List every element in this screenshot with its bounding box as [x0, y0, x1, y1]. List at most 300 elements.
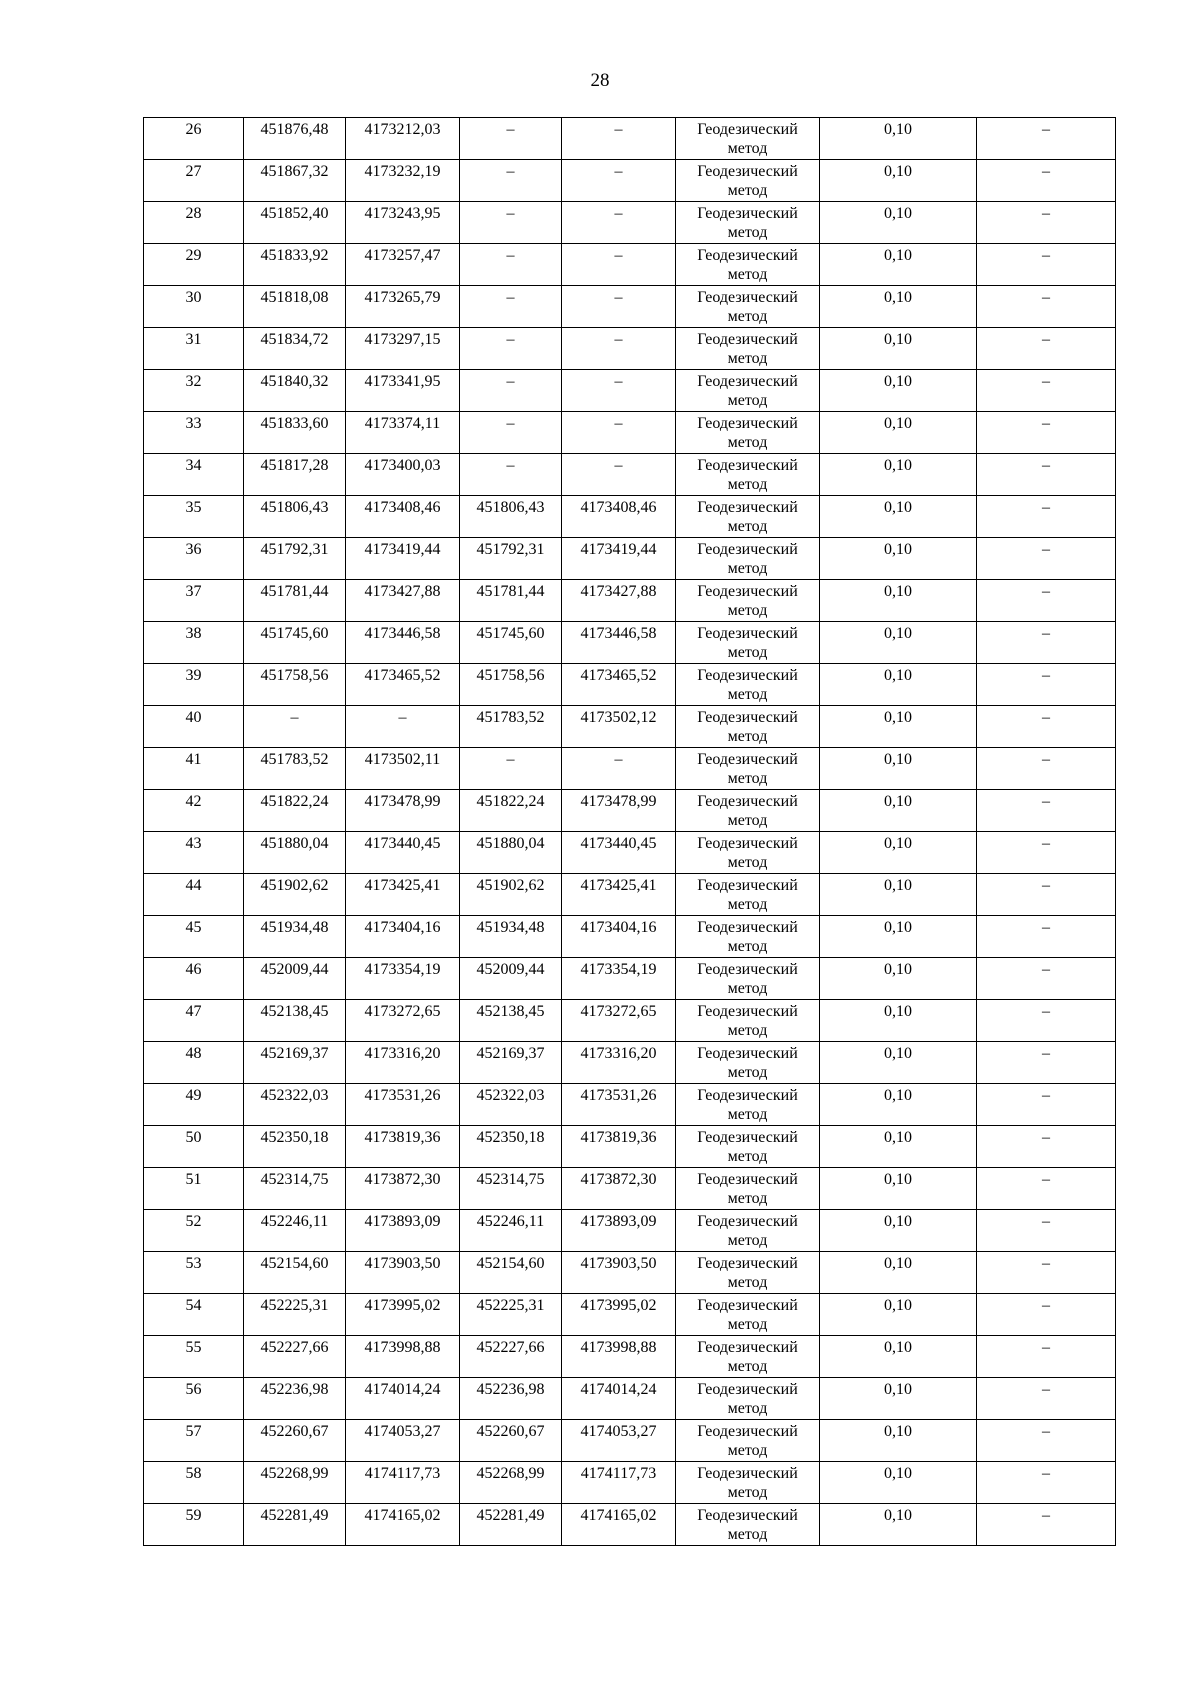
new-y-cell: 4173502,12 — [562, 706, 676, 748]
method-cell: Геодезический метод — [676, 748, 820, 790]
table-row — [144, 1126, 1116, 1168]
point-number-cell: 30 — [144, 286, 244, 328]
table-row — [144, 748, 1116, 790]
table-row — [144, 538, 1116, 580]
existing-y-cell: 4173425,41 — [346, 874, 460, 916]
new-y-cell: 4174014,24 — [562, 1378, 676, 1420]
accuracy-cell: 0,10 — [820, 1504, 977, 1546]
new-y-cell: – — [562, 202, 676, 244]
point-number-cell: 47 — [144, 1000, 244, 1042]
point-number-cell: 32 — [144, 370, 244, 412]
existing-y-cell: 4173243,95 — [346, 202, 460, 244]
accuracy-cell: 0,10 — [820, 160, 977, 202]
accuracy-cell: 0,10 — [820, 202, 977, 244]
point-number-cell: 38 — [144, 622, 244, 664]
new-x-cell: 452169,37 — [460, 1042, 562, 1084]
table-row — [144, 1462, 1116, 1504]
table-row — [144, 328, 1116, 370]
method-cell: Геодезический метод — [676, 874, 820, 916]
point-number-cell: 42 — [144, 790, 244, 832]
new-x-cell: – — [460, 370, 562, 412]
existing-y-cell: 4174165,02 — [346, 1504, 460, 1546]
new-y-cell: 4173995,02 — [562, 1294, 676, 1336]
table-row — [144, 832, 1116, 874]
method-cell: Геодезический метод — [676, 370, 820, 412]
existing-x-cell: 451880,04 — [244, 832, 346, 874]
new-x-cell: 451822,24 — [460, 790, 562, 832]
description-cell: – — [977, 622, 1116, 664]
description-cell: – — [977, 916, 1116, 958]
point-number-cell: 26 — [144, 118, 244, 160]
point-number-cell: 28 — [144, 202, 244, 244]
point-number-cell: 57 — [144, 1420, 244, 1462]
accuracy-cell: 0,10 — [820, 1462, 977, 1504]
method-cell: Геодезический метод — [676, 916, 820, 958]
method-cell: Геодезический метод — [676, 202, 820, 244]
existing-y-cell: 4173819,36 — [346, 1126, 460, 1168]
new-y-cell: – — [562, 748, 676, 790]
table-row — [144, 1000, 1116, 1042]
new-x-cell: 451758,56 — [460, 664, 562, 706]
description-cell: – — [977, 160, 1116, 202]
method-cell: Геодезический метод — [676, 454, 820, 496]
accuracy-cell: 0,10 — [820, 1294, 977, 1336]
existing-y-cell: 4173408,46 — [346, 496, 460, 538]
existing-x-cell: 451781,44 — [244, 580, 346, 622]
existing-y-cell: 4173212,03 — [346, 118, 460, 160]
existing-y-cell: 4173478,99 — [346, 790, 460, 832]
table-row — [144, 622, 1116, 664]
accuracy-cell: 0,10 — [820, 412, 977, 454]
table-row — [144, 874, 1116, 916]
method-cell: Геодезический метод — [676, 1042, 820, 1084]
accuracy-cell: 0,10 — [820, 580, 977, 622]
existing-y-cell: 4173404,16 — [346, 916, 460, 958]
new-y-cell: – — [562, 454, 676, 496]
existing-x-cell: 451934,48 — [244, 916, 346, 958]
point-number-cell: 51 — [144, 1168, 244, 1210]
method-cell: Геодезический метод — [676, 1168, 820, 1210]
table-row — [144, 1084, 1116, 1126]
existing-x-cell: 452322,03 — [244, 1084, 346, 1126]
new-y-cell: 4174053,27 — [562, 1420, 676, 1462]
existing-y-cell: 4173257,47 — [346, 244, 460, 286]
existing-x-cell: 452350,18 — [244, 1126, 346, 1168]
new-y-cell: 4173425,41 — [562, 874, 676, 916]
existing-y-cell: 4173446,58 — [346, 622, 460, 664]
accuracy-cell: 0,10 — [820, 1000, 977, 1042]
existing-x-cell: 451818,08 — [244, 286, 346, 328]
point-number-cell: 39 — [144, 664, 244, 706]
new-y-cell: – — [562, 244, 676, 286]
description-cell: – — [977, 748, 1116, 790]
new-x-cell: – — [460, 160, 562, 202]
description-cell: – — [977, 1252, 1116, 1294]
new-y-cell: 4173531,26 — [562, 1084, 676, 1126]
existing-y-cell: 4173400,03 — [346, 454, 460, 496]
method-cell: Геодезический метод — [676, 706, 820, 748]
table-row — [144, 244, 1116, 286]
table-row — [144, 1336, 1116, 1378]
accuracy-cell: 0,10 — [820, 454, 977, 496]
table-row — [144, 412, 1116, 454]
new-x-cell: 452154,60 — [460, 1252, 562, 1294]
accuracy-cell: 0,10 — [820, 748, 977, 790]
description-cell: – — [977, 832, 1116, 874]
new-y-cell: 4173478,99 — [562, 790, 676, 832]
existing-y-cell: 4173465,52 — [346, 664, 460, 706]
accuracy-cell: 0,10 — [820, 1126, 977, 1168]
description-cell: – — [977, 538, 1116, 580]
point-number-cell: 58 — [144, 1462, 244, 1504]
table-row — [144, 370, 1116, 412]
new-y-cell: 4173316,20 — [562, 1042, 676, 1084]
point-number-cell: 41 — [144, 748, 244, 790]
new-y-cell: 4173408,46 — [562, 496, 676, 538]
existing-x-cell: 451745,60 — [244, 622, 346, 664]
existing-x-cell: 451834,72 — [244, 328, 346, 370]
table-row — [144, 202, 1116, 244]
description-cell: – — [977, 412, 1116, 454]
new-x-cell: – — [460, 118, 562, 160]
accuracy-cell: 0,10 — [820, 118, 977, 160]
existing-x-cell: 451792,31 — [244, 538, 346, 580]
accuracy-cell: 0,10 — [820, 916, 977, 958]
description-cell: – — [977, 328, 1116, 370]
accuracy-cell: 0,10 — [820, 1420, 977, 1462]
point-number-cell: 54 — [144, 1294, 244, 1336]
point-number-cell: 36 — [144, 538, 244, 580]
description-cell: – — [977, 1462, 1116, 1504]
new-x-cell: 451806,43 — [460, 496, 562, 538]
point-number-cell: 44 — [144, 874, 244, 916]
accuracy-cell: 0,10 — [820, 706, 977, 748]
method-cell: Геодезический метод — [676, 538, 820, 580]
table-row — [144, 1168, 1116, 1210]
description-cell: – — [977, 1084, 1116, 1126]
new-x-cell: – — [460, 412, 562, 454]
table-row — [144, 664, 1116, 706]
new-x-cell: – — [460, 328, 562, 370]
method-cell: Геодезический метод — [676, 1084, 820, 1126]
accuracy-cell: 0,10 — [820, 244, 977, 286]
existing-x-cell: 452227,66 — [244, 1336, 346, 1378]
point-number-cell: 29 — [144, 244, 244, 286]
description-cell: – — [977, 370, 1116, 412]
description-cell: – — [977, 1504, 1116, 1546]
new-x-cell: 452260,67 — [460, 1420, 562, 1462]
method-cell: Геодезический метод — [676, 1210, 820, 1252]
description-cell: – — [977, 664, 1116, 706]
new-y-cell: – — [562, 286, 676, 328]
description-cell: – — [977, 454, 1116, 496]
existing-y-cell: 4173531,26 — [346, 1084, 460, 1126]
existing-x-cell: 452281,49 — [244, 1504, 346, 1546]
existing-y-cell: 4173297,15 — [346, 328, 460, 370]
existing-x-cell: 451822,24 — [244, 790, 346, 832]
new-x-cell: 452246,11 — [460, 1210, 562, 1252]
new-y-cell: 4174117,73 — [562, 1462, 676, 1504]
description-cell: – — [977, 496, 1116, 538]
method-cell: Геодезический метод — [676, 1420, 820, 1462]
existing-y-cell: 4174014,24 — [346, 1378, 460, 1420]
point-number-cell: 43 — [144, 832, 244, 874]
new-x-cell: 452314,75 — [460, 1168, 562, 1210]
method-cell: Геодезический метод — [676, 118, 820, 160]
existing-y-cell: 4173872,30 — [346, 1168, 460, 1210]
new-y-cell: 4173404,16 — [562, 916, 676, 958]
table-row — [144, 454, 1116, 496]
new-x-cell: 452236,98 — [460, 1378, 562, 1420]
new-x-cell: 452281,49 — [460, 1504, 562, 1546]
accuracy-cell: 0,10 — [820, 832, 977, 874]
existing-x-cell: 451833,92 — [244, 244, 346, 286]
new-x-cell: 452009,44 — [460, 958, 562, 1000]
existing-x-cell: 452260,67 — [244, 1420, 346, 1462]
new-x-cell: 451880,04 — [460, 832, 562, 874]
method-cell: Геодезический метод — [676, 244, 820, 286]
new-x-cell: 452225,31 — [460, 1294, 562, 1336]
new-x-cell: 451902,62 — [460, 874, 562, 916]
existing-y-cell: 4174117,73 — [346, 1462, 460, 1504]
new-x-cell: 452322,03 — [460, 1084, 562, 1126]
method-cell: Геодезический метод — [676, 1504, 820, 1546]
new-y-cell: – — [562, 160, 676, 202]
method-cell: Геодезический метод — [676, 328, 820, 370]
method-cell: Геодезический метод — [676, 958, 820, 1000]
coordinates-table-body — [144, 118, 1116, 1546]
existing-x-cell: 452314,75 — [244, 1168, 346, 1210]
new-x-cell: 452227,66 — [460, 1336, 562, 1378]
existing-y-cell: 4173341,95 — [346, 370, 460, 412]
accuracy-cell: 0,10 — [820, 1084, 977, 1126]
accuracy-cell: 0,10 — [820, 328, 977, 370]
existing-x-cell: 451758,56 — [244, 664, 346, 706]
existing-x-cell: 451902,62 — [244, 874, 346, 916]
existing-y-cell: 4173265,79 — [346, 286, 460, 328]
table-row — [144, 1504, 1116, 1546]
description-cell: – — [977, 244, 1116, 286]
point-number-cell: 59 — [144, 1504, 244, 1546]
new-y-cell: 4173819,36 — [562, 1126, 676, 1168]
existing-y-cell: 4173272,65 — [346, 1000, 460, 1042]
coordinates-table — [143, 117, 1116, 1546]
new-y-cell: 4173872,30 — [562, 1168, 676, 1210]
existing-y-cell: 4173232,19 — [346, 160, 460, 202]
existing-y-cell: 4173440,45 — [346, 832, 460, 874]
existing-x-cell: 452154,60 — [244, 1252, 346, 1294]
point-number-cell: 53 — [144, 1252, 244, 1294]
existing-x-cell: 452169,37 — [244, 1042, 346, 1084]
new-y-cell: – — [562, 328, 676, 370]
accuracy-cell: 0,10 — [820, 874, 977, 916]
existing-x-cell: 451806,43 — [244, 496, 346, 538]
description-cell: – — [977, 1000, 1116, 1042]
description-cell: – — [977, 1126, 1116, 1168]
accuracy-cell: 0,10 — [820, 1210, 977, 1252]
new-y-cell: 4173272,65 — [562, 1000, 676, 1042]
existing-y-cell: 4173998,88 — [346, 1336, 460, 1378]
point-number-cell: 49 — [144, 1084, 244, 1126]
new-y-cell: 4173354,19 — [562, 958, 676, 1000]
description-cell: – — [977, 1168, 1116, 1210]
existing-y-cell: 4173903,50 — [346, 1252, 460, 1294]
new-x-cell: 452350,18 — [460, 1126, 562, 1168]
table-row — [144, 1210, 1116, 1252]
new-x-cell: 451783,52 — [460, 706, 562, 748]
table-row — [144, 496, 1116, 538]
new-y-cell: 4173440,45 — [562, 832, 676, 874]
accuracy-cell: 0,10 — [820, 790, 977, 832]
existing-x-cell: 451833,60 — [244, 412, 346, 454]
table-row — [144, 790, 1116, 832]
point-number-cell: 48 — [144, 1042, 244, 1084]
description-cell: – — [977, 118, 1116, 160]
existing-x-cell: 452009,44 — [244, 958, 346, 1000]
new-x-cell: 451934,48 — [460, 916, 562, 958]
new-y-cell: 4173427,88 — [562, 580, 676, 622]
method-cell: Геодезический метод — [676, 1000, 820, 1042]
existing-y-cell: 4173427,88 — [346, 580, 460, 622]
table-row — [144, 580, 1116, 622]
table-row — [144, 1294, 1116, 1336]
accuracy-cell: 0,10 — [820, 1042, 977, 1084]
method-cell: Геодезический метод — [676, 1126, 820, 1168]
point-number-cell: 56 — [144, 1378, 244, 1420]
accuracy-cell: 0,10 — [820, 958, 977, 1000]
new-y-cell: 4173998,88 — [562, 1336, 676, 1378]
description-cell: – — [977, 874, 1116, 916]
method-cell: Геодезический метод — [676, 1294, 820, 1336]
table-row — [144, 916, 1116, 958]
new-x-cell: 452138,45 — [460, 1000, 562, 1042]
method-cell: Геодезический метод — [676, 1378, 820, 1420]
point-number-cell: 40 — [144, 706, 244, 748]
existing-y-cell: 4174053,27 — [346, 1420, 460, 1462]
new-x-cell: – — [460, 748, 562, 790]
method-cell: Геодезический метод — [676, 1252, 820, 1294]
existing-y-cell: – — [346, 706, 460, 748]
point-number-cell: 37 — [144, 580, 244, 622]
point-number-cell: 27 — [144, 160, 244, 202]
description-cell: – — [977, 1420, 1116, 1462]
point-number-cell: 50 — [144, 1126, 244, 1168]
description-cell: – — [977, 202, 1116, 244]
new-y-cell: – — [562, 412, 676, 454]
existing-y-cell: 4173419,44 — [346, 538, 460, 580]
accuracy-cell: 0,10 — [820, 1336, 977, 1378]
accuracy-cell: 0,10 — [820, 1378, 977, 1420]
existing-y-cell: 4173374,11 — [346, 412, 460, 454]
accuracy-cell: 0,10 — [820, 370, 977, 412]
existing-y-cell: 4173893,09 — [346, 1210, 460, 1252]
existing-y-cell: 4173354,19 — [346, 958, 460, 1000]
table-row — [144, 706, 1116, 748]
point-number-cell: 35 — [144, 496, 244, 538]
existing-x-cell: 452138,45 — [244, 1000, 346, 1042]
page-number: 28 — [590, 70, 610, 91]
existing-x-cell: 451867,32 — [244, 160, 346, 202]
new-x-cell: – — [460, 202, 562, 244]
existing-x-cell: 451783,52 — [244, 748, 346, 790]
existing-x-cell: 451876,48 — [244, 118, 346, 160]
new-y-cell: 4173903,50 — [562, 1252, 676, 1294]
new-x-cell: – — [460, 454, 562, 496]
point-number-cell: 31 — [144, 328, 244, 370]
accuracy-cell: 0,10 — [820, 622, 977, 664]
new-y-cell: 4174165,02 — [562, 1504, 676, 1546]
point-number-cell: 34 — [144, 454, 244, 496]
table-row — [144, 1252, 1116, 1294]
existing-x-cell: 451840,32 — [244, 370, 346, 412]
existing-x-cell: 452225,31 — [244, 1294, 346, 1336]
existing-x-cell: 452236,98 — [244, 1378, 346, 1420]
point-number-cell: 52 — [144, 1210, 244, 1252]
description-cell: – — [977, 706, 1116, 748]
method-cell: Геодезический метод — [676, 160, 820, 202]
point-number-cell: 33 — [144, 412, 244, 454]
existing-x-cell: 452246,11 — [244, 1210, 346, 1252]
existing-x-cell: – — [244, 706, 346, 748]
new-y-cell: 4173893,09 — [562, 1210, 676, 1252]
new-y-cell: – — [562, 370, 676, 412]
description-cell: – — [977, 580, 1116, 622]
table-row — [144, 958, 1116, 1000]
new-x-cell: 451745,60 — [460, 622, 562, 664]
accuracy-cell: 0,10 — [820, 1168, 977, 1210]
new-x-cell: – — [460, 286, 562, 328]
method-cell: Геодезический метод — [676, 286, 820, 328]
point-number-cell: 55 — [144, 1336, 244, 1378]
accuracy-cell: 0,10 — [820, 664, 977, 706]
method-cell: Геодезический метод — [676, 790, 820, 832]
existing-y-cell: 4173995,02 — [346, 1294, 460, 1336]
new-y-cell: 4173465,52 — [562, 664, 676, 706]
method-cell: Геодезический метод — [676, 580, 820, 622]
description-cell: – — [977, 1042, 1116, 1084]
accuracy-cell: 0,10 — [820, 1252, 977, 1294]
new-x-cell: 451792,31 — [460, 538, 562, 580]
description-cell: – — [977, 1210, 1116, 1252]
description-cell: – — [977, 790, 1116, 832]
table-row — [144, 1420, 1116, 1462]
new-y-cell: 4173419,44 — [562, 538, 676, 580]
accuracy-cell: 0,10 — [820, 496, 977, 538]
existing-x-cell: 452268,99 — [244, 1462, 346, 1504]
method-cell: Геодезический метод — [676, 1462, 820, 1504]
point-number-cell: 45 — [144, 916, 244, 958]
new-x-cell: – — [460, 244, 562, 286]
description-cell: – — [977, 958, 1116, 1000]
existing-x-cell: 451817,28 — [244, 454, 346, 496]
existing-y-cell: 4173502,11 — [346, 748, 460, 790]
point-number-cell: 46 — [144, 958, 244, 1000]
description-cell: – — [977, 286, 1116, 328]
table-row — [144, 1042, 1116, 1084]
existing-x-cell: 451852,40 — [244, 202, 346, 244]
table-row — [144, 118, 1116, 160]
accuracy-cell: 0,10 — [820, 538, 977, 580]
method-cell: Геодезический метод — [676, 496, 820, 538]
method-cell: Геодезический метод — [676, 622, 820, 664]
description-cell: – — [977, 1294, 1116, 1336]
new-x-cell: 452268,99 — [460, 1462, 562, 1504]
method-cell: Геодезический метод — [676, 412, 820, 454]
table-row — [144, 160, 1116, 202]
accuracy-cell: 0,10 — [820, 286, 977, 328]
new-y-cell: 4173446,58 — [562, 622, 676, 664]
description-cell: – — [977, 1336, 1116, 1378]
